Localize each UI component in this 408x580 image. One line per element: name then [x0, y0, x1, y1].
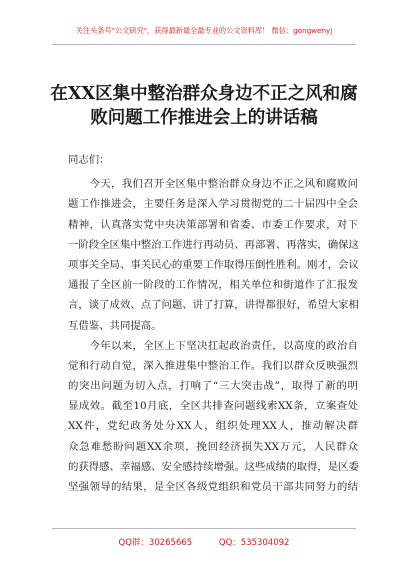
- paragraph-2-line: 的突出问题为切入点，打响了“三大突击战”，取得了新的明: [68, 380, 358, 393]
- salutation: 同志们：: [68, 154, 110, 166]
- paragraph-2-line: XX件，党纪政务处分XX人，组织处理XX人，推动解决群: [68, 420, 358, 433]
- paragraph-2: [68, 336, 358, 498]
- footer-contact: [0, 536, 408, 548]
- paragraph-1-line: 今天，我们召开全区集中整治群众身边不正之风和腐败问: [68, 178, 358, 191]
- paragraph-2-line: 今年以来，全区上下坚决扛起政治责任，以高度的政治自: [68, 339, 358, 352]
- paragraph-1-line: 题工作推进会，主要任务是深入学习贯彻党的二十届四中全会: [68, 198, 358, 211]
- document-body: [68, 150, 358, 497]
- title-line-1: 在XX区集中整治群众身边不正之风和腐: [50, 84, 358, 104]
- paragraph-1-line: 通报了全区前一阶段的工作情况，相关单位和街道作了汇报发: [68, 279, 358, 292]
- paragraph-2-line: 觉和行动自觉，深入推进集中整治工作。我们以群众反映强烈: [68, 359, 358, 372]
- document-title: [40, 82, 368, 130]
- header-divider: [52, 44, 356, 45]
- paragraph-1-line: 互借鉴、共同提高。: [68, 319, 162, 332]
- paragraph-2-line: 的获得感、幸福感、安全感持续增强。这些成绩的取得，是区委: [68, 460, 359, 473]
- header-note: 关注头条号"公文研究"，获得最新最全最专业的公文资料库！ 微信：gongwenyj: [75, 26, 333, 35]
- paragraph-1-line: 言，谈了成效、点了问题、讲了打算，讲得都很好，希望大家相: [68, 299, 359, 312]
- paragraph-2-line: 显成效。截至10月底，全区共排查问题线索XX条，立案查处: [68, 400, 358, 413]
- title-line-2: 败问题工作推进会上的讲话稿: [90, 108, 318, 128]
- paragraph-1-line: 项事关全局、事关民心的重要工作取得压倒性胜利。刚才，会议: [68, 258, 359, 271]
- paragraph-1-line: 精神，认真落实党中央决策部署和省委、市委工作要求，对下: [68, 218, 358, 231]
- footer-divider: [52, 528, 356, 529]
- paragraph-1: [68, 174, 358, 336]
- footer-qq: QQ：535304092: [218, 538, 290, 548]
- paragraph-1-line: 一阶段全区集中整治工作进行再动员、再部署、再落实，确保这: [68, 238, 359, 251]
- paragraph-2-line: 坚强领导的结果，是全区各级党组织和党员干部共同努力的结: [68, 481, 358, 493]
- paragraph-2-line: 众急难愁盼问题XX余项，挽回经济损失XX万元，人民群众: [68, 440, 358, 453]
- footer-qq-group: QQ群：30265665: [118, 538, 193, 548]
